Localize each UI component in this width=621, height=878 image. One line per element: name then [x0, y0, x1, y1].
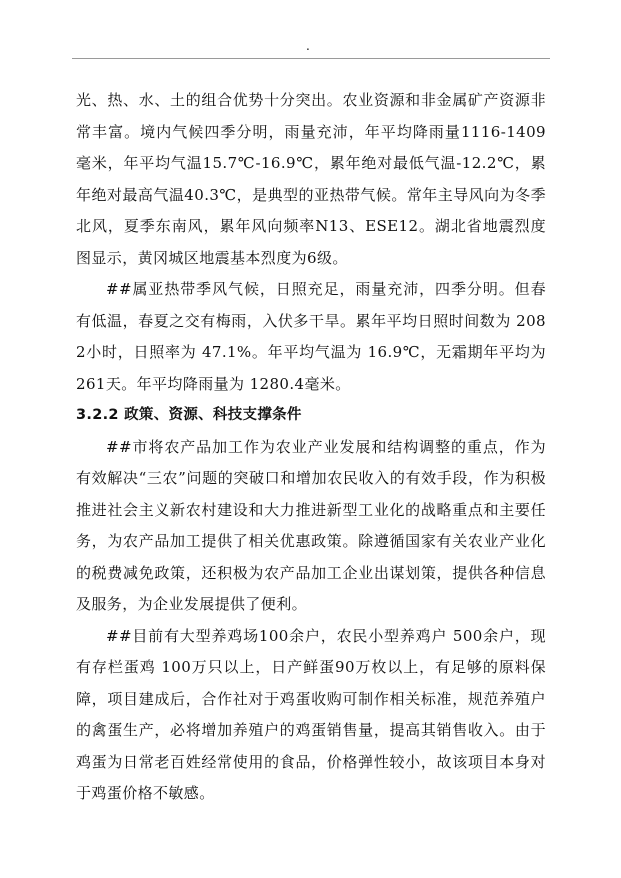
header-mark: . [306, 39, 310, 53]
document-body [76, 85, 546, 810]
paragraph-climate-local: ##属亚热带季风气候，日照充足，雨量充沛，四季分明。但春有低温，春夏之交有梅雨，入伏多干旱。累年平均日照时间数为 2082小时，日照率为 47.1%。年平均气温为 16.9℃，无霜期年平均为261天。年平均降雨量为 1280.4毫米。 [76, 280, 546, 393]
paragraph-resource-support: ##目前有大型养鸡场100余户，农民小型养鸡户 500余户，现有存栏蛋鸡 100万只以上，日产鲜蛋90万枚以上，有足够的原料保障，项目建成后，合作社对于鸡蛋收购可制作相关标准，规范养殖户的禽蛋生产，必将增加养殖户的鸡蛋销售量，提高其销售收入。由于鸡蛋为日常老百姓经常使用的食品，价格弹性较小，故该项目本身对于鸡蛋价格不敏感。 [76, 626, 546, 802]
paragraph-policy-support: ##市将农产品加工作为农业产业发展和结构调整的重点，作为有效解决“三农”问题的突破口和增加农民收入的有效手段，作为积极推进社会主义新农村建设和大力推进新型工业化的战略重点和主要任务，为农产品加工提供了相关优惠政策。除遵循国家有关农业产业化的税费减免政策，还积极为农产品加工企业出谋划策，提供各种信息及服务，为企业发展提供了便利。 [76, 437, 546, 613]
header-rule [72, 58, 550, 59]
section-heading: 3.2.2 政策、资源、科技支撑条件 [76, 407, 302, 423]
paragraph-climate-overview: 光、热、水、土的组合优势十分突出。农业资源和非金属矿产资源非常丰富。境内气候四季分明，雨量充沛，年平均降雨量1116-1409毫米，年平均气温15.7℃-16.9℃，累年绝对最低气温-12.2℃，累年绝对最高气温40.3℃，是典型的亚热带气候。常年主导风向为冬季北风，夏季东南风，累年风向频率N13、ESE12。湖北省地震烈度图显示，黄冈城区地震基本烈度为6级。 [76, 91, 546, 267]
